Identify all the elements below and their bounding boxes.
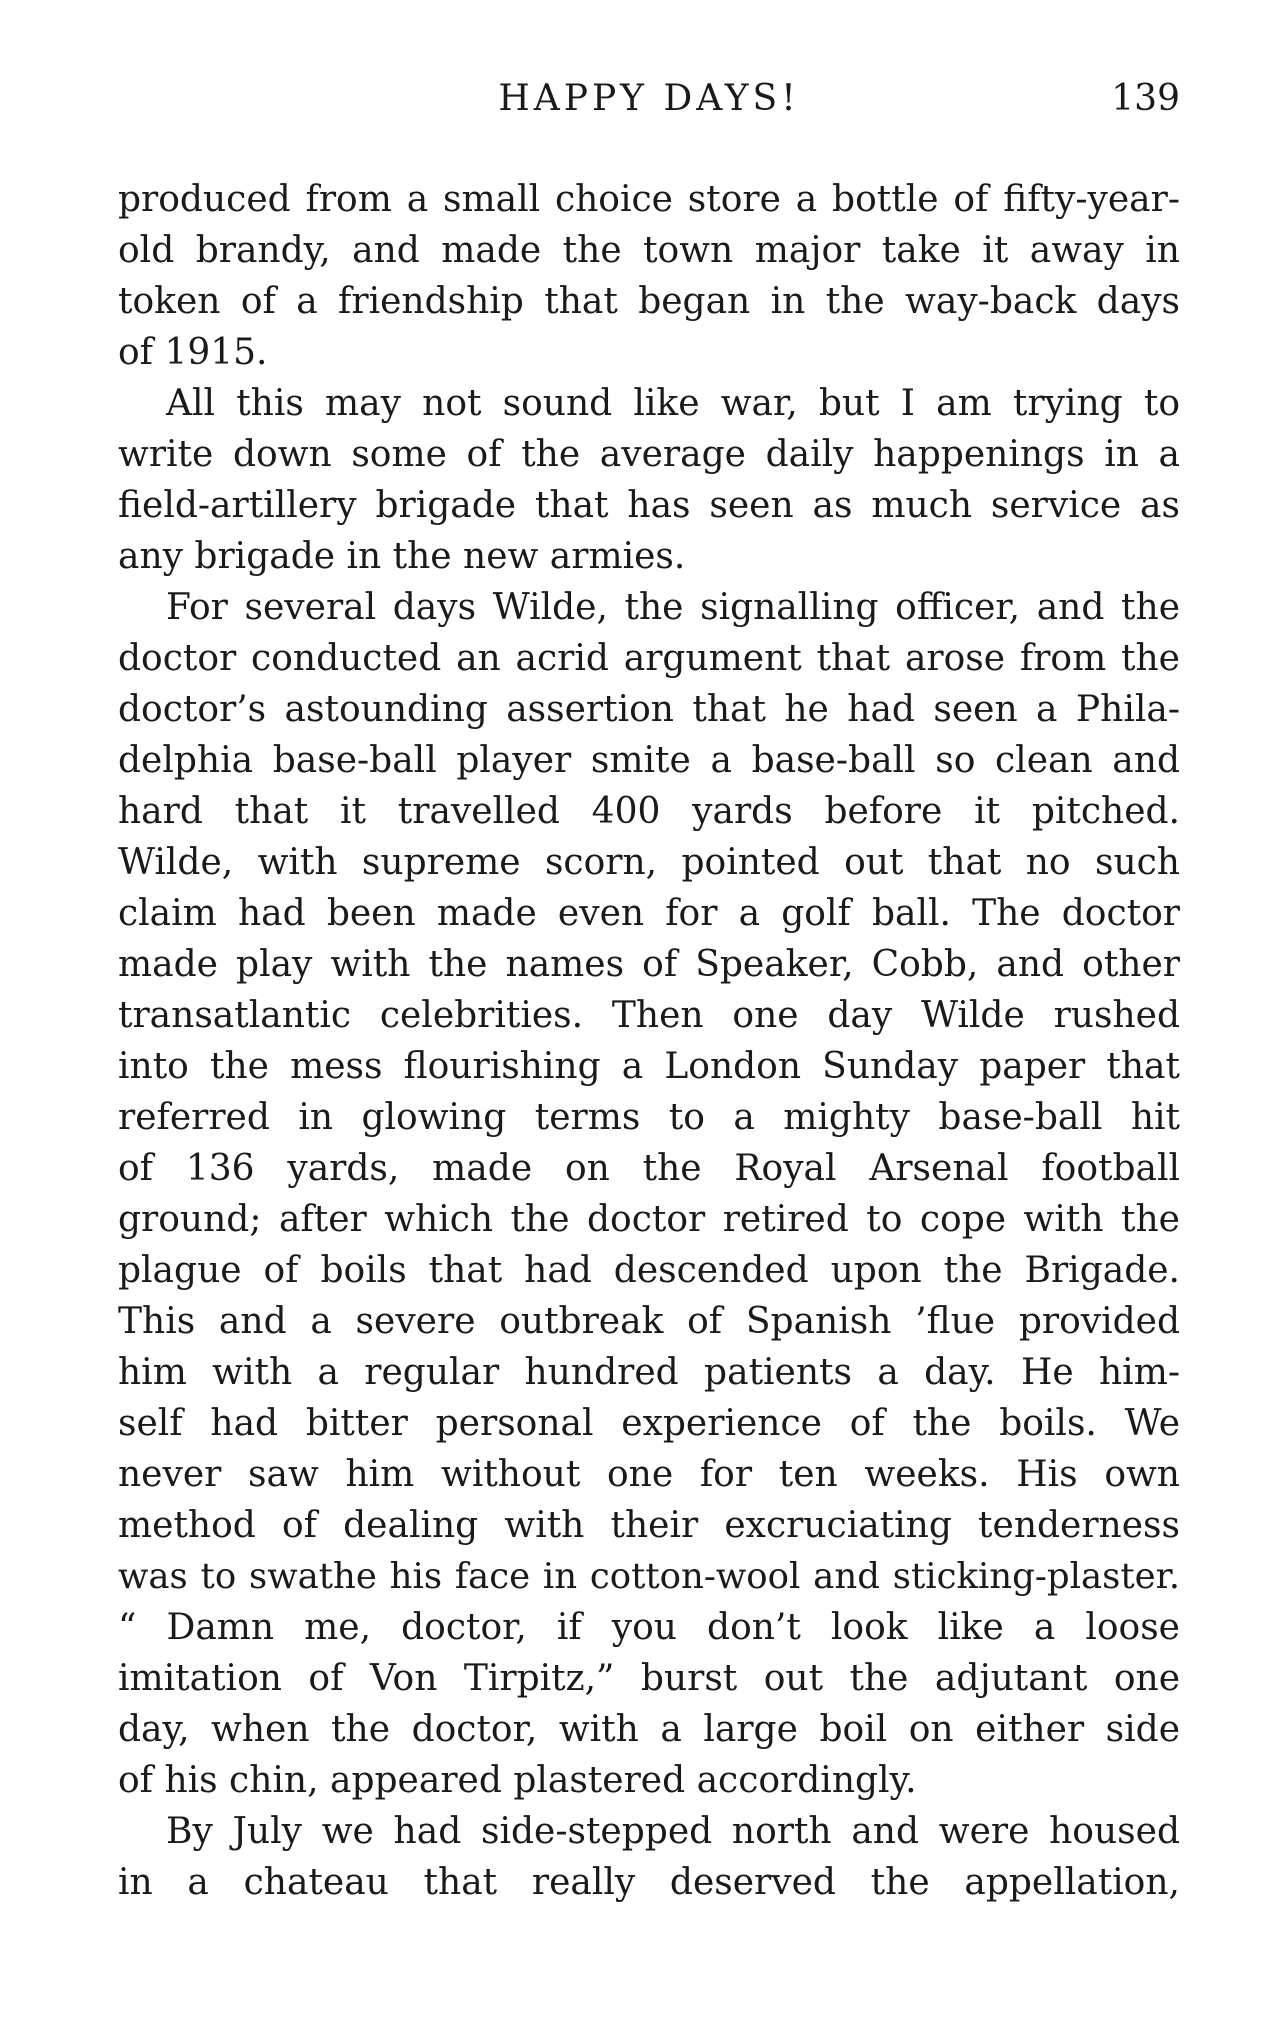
running-title: HAPPY DAYS!	[498, 78, 800, 119]
text-line: of 1915.	[118, 332, 268, 373]
text-line: referred in glowing terms to a mighty base-ball hit	[118, 1097, 1180, 1138]
text-line: “ Damn me, doctor, if you don’t look like a loose	[118, 1607, 1180, 1648]
text-line: of his chin, appeared plastered accordingly.	[118, 1760, 917, 1801]
text-line: doctor’s astounding assertion that he had seen a Phila-	[118, 689, 1180, 730]
text-line: plague of boils that had descended upon the Brigade.	[118, 1250, 1180, 1291]
text-line: write down some of the average daily happenings in a	[118, 434, 1180, 475]
text-line: token of a friendship that began in the way-back days	[118, 281, 1180, 322]
text-line: made play with the names of Speaker, Cobb, and other	[118, 944, 1180, 985]
text-line: of 136 yards, made on the Royal Arsenal football	[118, 1148, 1180, 1189]
text-line: claim had been made even for a golf ball. The doctor	[118, 893, 1180, 934]
text-line: any brigade in the new armies.	[118, 536, 686, 577]
text-line: This and a severe outbreak of Spanish ’flue provided	[118, 1301, 1180, 1342]
paragraph-4	[118, 1806, 1180, 1908]
text-line: into the mess flourishing a London Sunday paper that	[118, 1046, 1180, 1087]
text-line: produced from a small choice store a bottle of fifty-year-	[118, 179, 1180, 220]
text-line: transatlantic celebrities. Then one day Wilde rushed	[118, 995, 1180, 1036]
text-line: old brandy, and made the town major take it away in	[118, 230, 1180, 271]
text-line: Wilde, with supreme scorn, pointed out that no such	[118, 842, 1180, 883]
text-line: All this may not sound like war, but I am trying to	[166, 383, 1180, 424]
paragraph-2	[118, 378, 1180, 582]
paragraph-1	[118, 174, 1180, 378]
book-page	[118, 78, 1180, 1908]
text-line: doctor conducted an acrid argument that arose from the	[118, 638, 1180, 679]
text-line: never saw him without one for ten weeks. His own	[118, 1454, 1180, 1495]
text-line: him with a regular hundred patients a day. He him-	[118, 1352, 1180, 1393]
text-line: in a chateau that really deserved the appellation,	[118, 1862, 1180, 1903]
text-line: self had bitter personal experience of the boils. We	[118, 1403, 1180, 1444]
text-line: hard that it travelled 400 yards before it pitched.	[118, 791, 1180, 832]
text-line: day, when the doctor, with a large boil on either side	[118, 1709, 1180, 1750]
page-number: 139	[1111, 78, 1180, 119]
text-line: By July we had side-stepped north and were housed	[166, 1811, 1180, 1852]
text-line: ground; after which the doctor retired to cope with the	[118, 1199, 1180, 1240]
text-line: delphia base-ball player smite a base-ball so clean and	[118, 740, 1180, 781]
running-head	[118, 78, 1180, 134]
text-line: imitation of Von Tirpitz,” burst out the adjutant one	[118, 1658, 1180, 1699]
text-line: field-artillery brigade that has seen as much service as	[118, 485, 1180, 526]
text-line: For several days Wilde, the signalling officer, and the	[166, 587, 1180, 628]
text-line: was to swathe his face in cotton-wool and sticking-plaster.	[118, 1556, 1180, 1597]
paragraph-3	[118, 582, 1180, 1806]
text-line: method of dealing with their excruciating tenderness	[118, 1505, 1180, 1546]
body-text	[118, 174, 1180, 1908]
